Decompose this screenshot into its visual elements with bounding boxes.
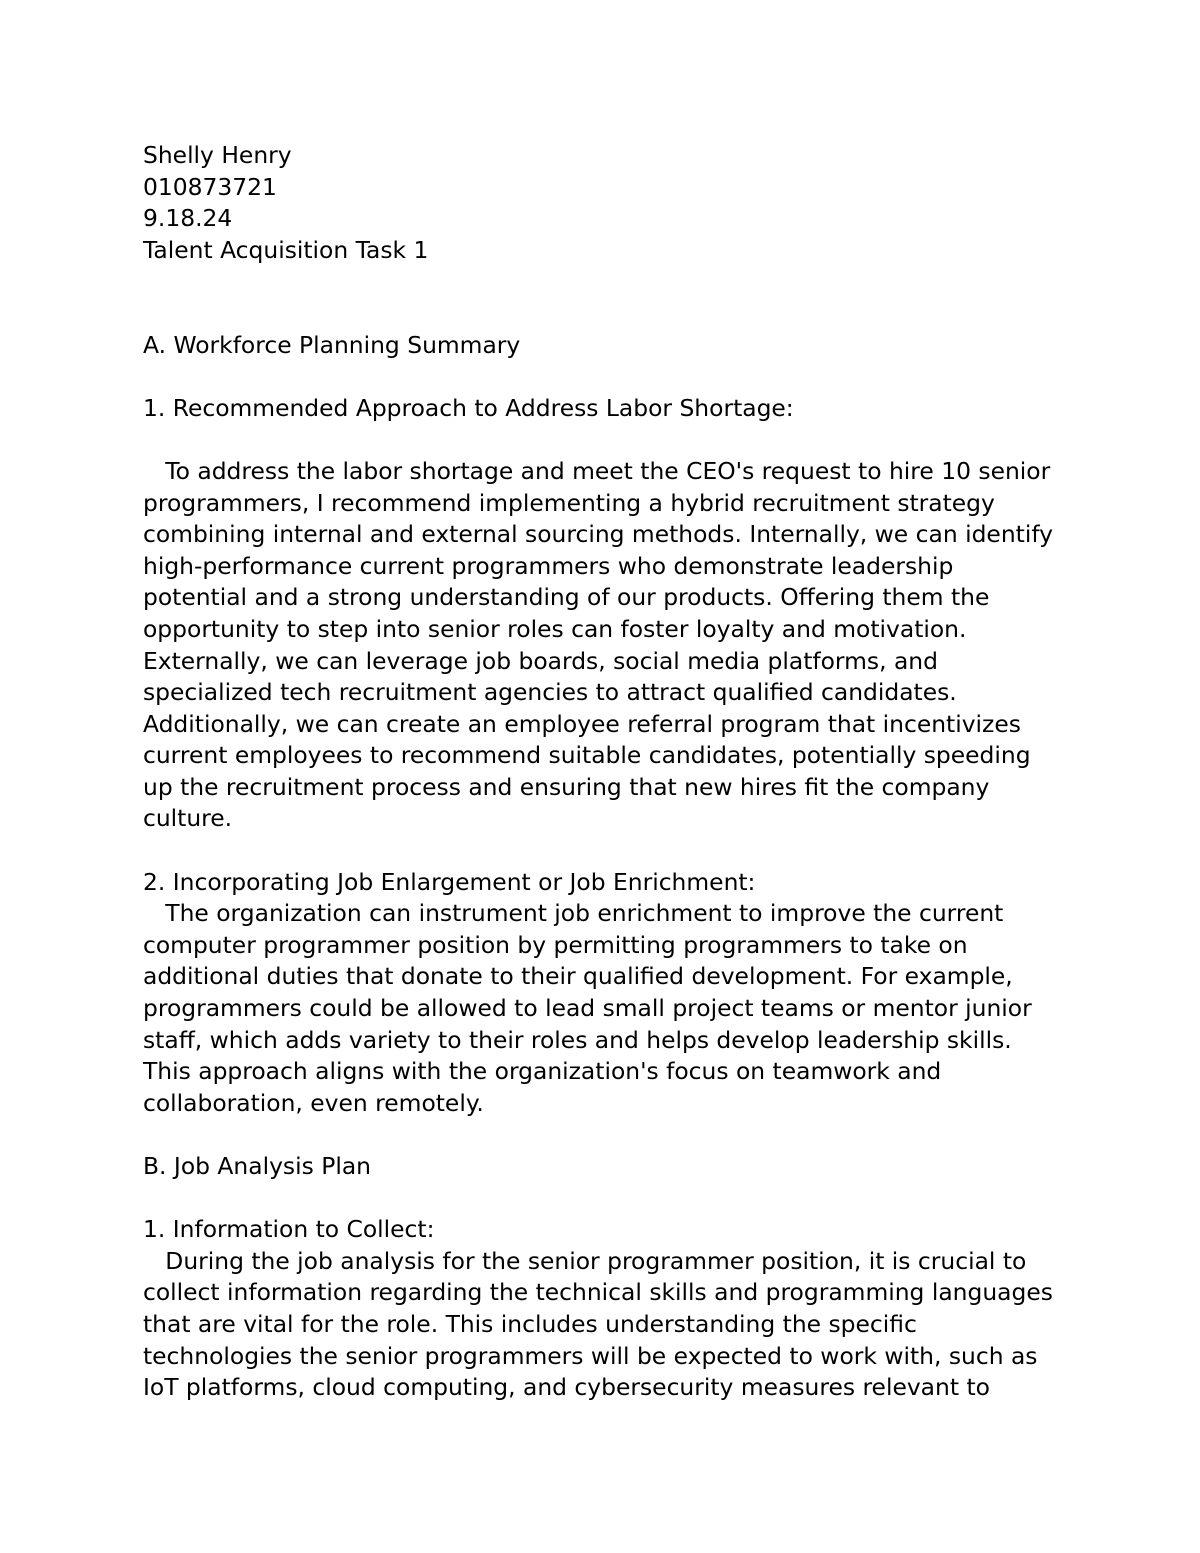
paragraph-line: up the recruitment process and ensuring that new hires fit the company <box>143 772 990 801</box>
paragraph-line: computer programmer position by permitting programmers to take on <box>143 930 968 959</box>
spacer <box>143 266 1073 298</box>
paragraph-line: current employees to recommend suitable candidates, potentially speeding <box>143 741 1031 770</box>
paragraph-line: staff, which adds variety to their roles and helps develop leadership skills. <box>143 1025 1012 1054</box>
section-b-heading: B. Job Analysis Plan <box>143 1152 371 1180</box>
paragraph-line: opportunity to step into senior roles can foster loyalty and motivation. <box>143 614 967 643</box>
paragraph-line: To address the labor shortage and meet the CEO's request to hire 10 senior <box>143 456 1051 485</box>
paragraph-line: collaboration, even remotely. <box>143 1088 484 1117</box>
section-b-item1-paragraph <box>143 1246 1073 1404</box>
paragraph-line: specialized tech recruitment agencies to attract qualified candidates. <box>143 678 957 707</box>
document-page <box>143 140 1073 1404</box>
author-name: Shelly Henry <box>143 141 292 169</box>
spacer <box>143 361 1073 393</box>
document-date: 9.18.24 <box>143 204 233 233</box>
student-id: 010873721 <box>143 172 277 201</box>
paragraph-line: additional duties that donate to their qualified development. For example, <box>143 962 1013 991</box>
paragraph-line: that are vital for the role. This includes understanding the specific <box>143 1309 917 1338</box>
spacer <box>143 424 1073 456</box>
section-b-item1-heading: 1. Information to Collect: <box>143 1215 435 1244</box>
paragraph-line: This approach aligns with the organization's focus on teamwork and <box>143 1057 942 1086</box>
paragraph-line: The organization can instrument job enrichment to improve the current <box>143 899 1004 928</box>
paragraph-line: combining internal and external sourcing methods. Internally, we can identify <box>143 520 1053 549</box>
paragraph-line: collect information regarding the technical skills and programming languages <box>143 1278 1053 1307</box>
paragraph-line: potential and a strong understanding of our products. Offering them the <box>143 583 990 612</box>
paragraph-line: IoT platforms, cloud computing, and cybersecurity measures relevant to <box>143 1373 990 1402</box>
paragraph-line: technologies the senior programmers will be expected to work with, such as <box>143 1341 1038 1370</box>
document-title: Talent Acquisition Task 1 <box>143 235 429 264</box>
paragraph-line: high-performance current programmers who demonstrate leadership <box>143 551 954 580</box>
section-a-item1-paragraph <box>143 456 1073 835</box>
paragraph-line: During the job analysis for the senior programmer position, it is crucial to <box>143 1246 1027 1275</box>
paragraph-line: Externally, we can leverage job boards, social media platforms, and <box>143 646 938 675</box>
section-a-item2-heading: 2. Incorporating Job Enlargement or Job Enrichment: <box>143 867 756 896</box>
paragraph-line: programmers, I recommend implementing a hybrid recruitment strategy <box>143 488 995 517</box>
paragraph-line: programmers could be allowed to lead small project teams or mentor junior <box>143 994 1032 1023</box>
section-a-heading: A. Workforce Planning Summary <box>143 330 521 359</box>
section-a-item2-paragraph <box>143 898 1073 1119</box>
spacer <box>143 835 1073 867</box>
spacer <box>143 1119 1073 1151</box>
paragraph-line: Additionally, we can create an employee referral program that incentivizes <box>143 709 1021 738</box>
paragraph-line: culture. <box>143 804 233 833</box>
spacer <box>143 298 1073 330</box>
spacer <box>143 1183 1073 1215</box>
section-a-item1-heading: 1. Recommended Approach to Address Labor Shortage: <box>143 393 794 422</box>
